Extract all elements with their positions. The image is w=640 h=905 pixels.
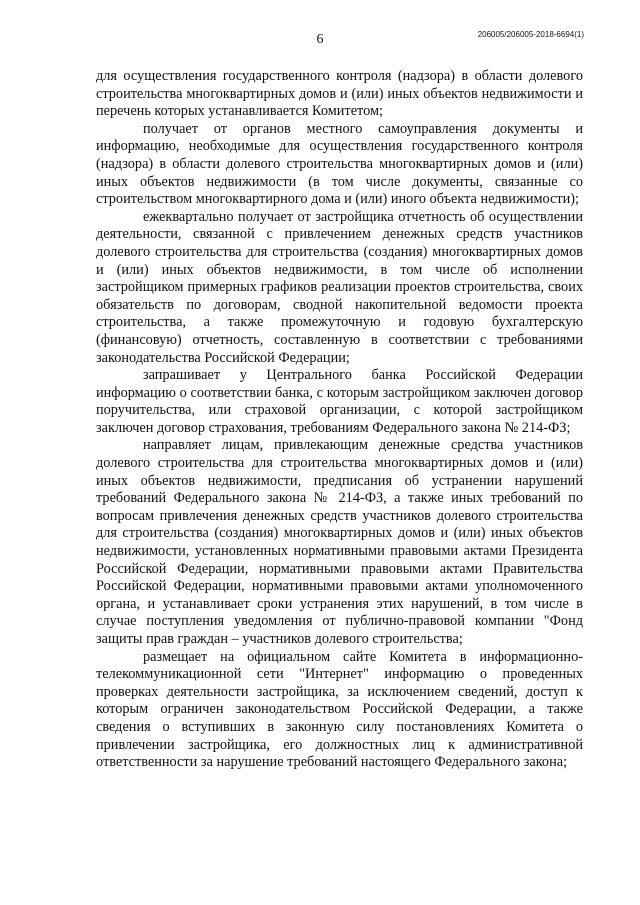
page-number: 6 [316, 32, 324, 47]
document-id: 206005/206005-2018-6694(1) [477, 30, 584, 39]
paragraph-receives-documents: получает от органов местного самоуправления документы и информацию, необходимые для осуществления государственного контроля (надзора) в области долевого строительства многоквартирных домов и (или) иных объектов недвижимости (в том числе документы, связанные со строительством многоквартирного дома и (или) иного объекта недвижимости); [96, 120, 583, 208]
paragraph-continuation: для осуществления государственного контроля (надзора) в области долевого строительства многоквартирных домов и (или) иных объектов недвижимости и перечень которых устанавливается Комитетом; [96, 68, 583, 120]
document-body [96, 68, 583, 772]
paragraph-quarterly-reporting: ежеквартально получает от застройщика отчетность об осуществлении деятельности, связанной с привлечением денежных средств участников долевого строительства для строительства (создания) многоквартирных домов и (или) иных объектов недвижимости, в том числе об исполнении застройщиком примерных графиков реализации проектов строительства, своих обязательств по договорам, сводной накопительной ведомости проекта строительства, а также промежуточную и годовую бухгалтерскую (финансовую) отчетность, составленную в соответствии с требованиями законодательства Российской Федерации; [96, 208, 583, 366]
paragraph-publishes-info: размещает на официальном сайте Комитета в информационно-телекоммуникационной сети "Интернет" информацию о проведенных проверках деятельности застройщика, за исключением сведений, доступ к которым ограничен законодательством Российской Федерации, а также сведения о вступивших в законную силу постановлениях Комитета о привлечении застройщика, его должностных лиц к административной ответственности за нарушение требований настоящего Федерального закона; [96, 648, 583, 771]
paragraph-central-bank-request: запрашивает у Центрального банка Российской Федерации информацию о соответствии банка, с которым застройщиком заключен договор поручительства, или страховой организации, с которой застройщиком заключен договор страхования, требованиям Федерального закона № 214-ФЗ; [96, 367, 583, 436]
paragraph-sends-orders: направляет лицам, привлекающим денежные средства участников долевого строительства для строительства многоквартирных домов и (или) иных объектов недвижимости, предписания об устранении нарушений требований Федерального закона № 214-ФЗ, а также иных требований по вопросам привлечения денежных средств участников долевого строительства для строительства (создания) многоквартирных домов и (или) иных объектов недвижимости, установленных нормативными правовыми актами Президента Российской Федерации, нормативными правовыми актами Правительства Российской Федерации, нормативными правовыми актами уполномоченного органа, и устанавливает сроки устранения этих нарушений, в том числе в случае поступления уведомления от публично-правовой компании "Фонд защиты прав граждан – участников долевого строительства; [96, 437, 583, 647]
